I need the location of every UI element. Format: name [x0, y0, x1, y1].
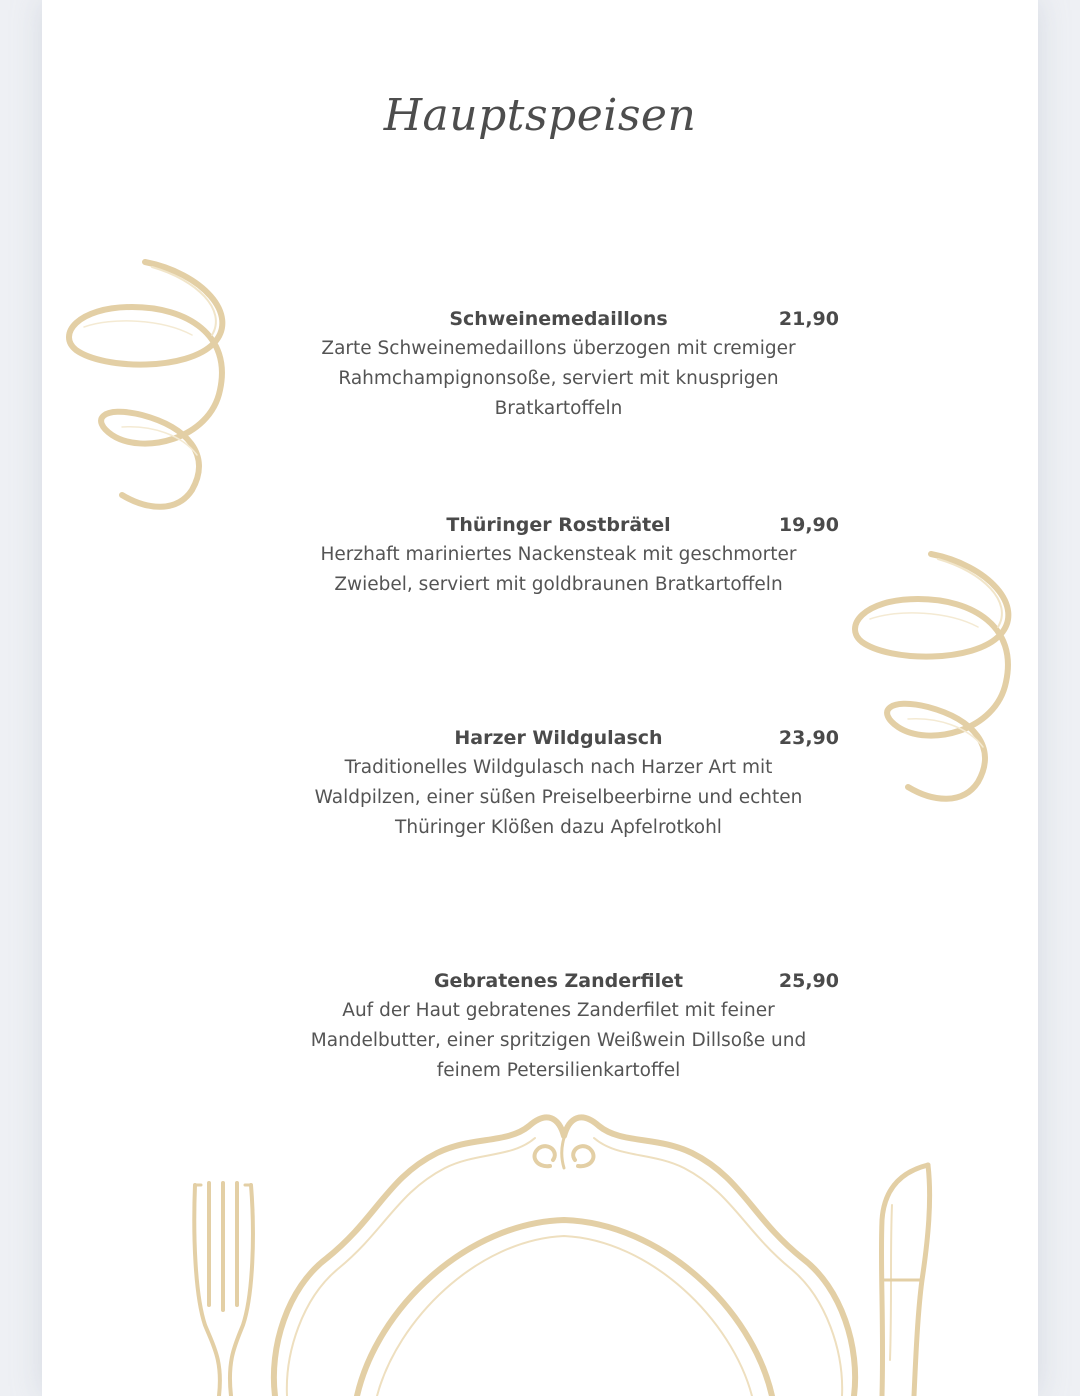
menu-item-description: Herzhaft mariniertes Nackensteak mit geschmorter Zwiebel, serviert mit goldbraunen Bratkartoffeln	[320, 544, 797, 595]
plate-icon	[267, 1108, 862, 1396]
menu-item-price: 19,90	[778, 514, 839, 536]
menu-item-price: 23,90	[778, 727, 839, 749]
curled-ribbon-left-icon	[62, 255, 232, 520]
knife-icon	[870, 1160, 940, 1396]
menu-title: Hauptspeisen	[383, 90, 697, 141]
menu-item-harzer-wildgulasch	[300, 723, 839, 843]
menu-item-name: Thüringer Rostbrätel	[446, 514, 671, 536]
menu-item-header	[300, 510, 839, 540]
menu-item-name: Harzer Wildgulasch	[454, 727, 663, 749]
menu-item-header	[300, 304, 839, 334]
menu-item-header	[300, 966, 839, 996]
menu-item-name: Gebratenes Zanderfilet	[433, 970, 684, 992]
menu-item-price: 25,90	[778, 970, 839, 992]
menu-item-description: Zarte Schweinemedaillons überzogen mit cremiger Rahmchampignonsoße, serviert mit knusprigen Bratkartoffeln	[321, 338, 796, 419]
menu-item-header	[300, 723, 839, 753]
menu-item-gebratenes-zanderfilet	[300, 966, 839, 1086]
menu-item-schweinemedaillons	[300, 304, 839, 424]
curled-ribbon-right-icon	[848, 547, 1018, 812]
menu-item-name: Schweinemedaillons	[449, 308, 668, 330]
menu-item-description: Traditionelles Wildgulasch nach Harzer Art mit Waldpilzen, einer süßen Preiselbeerbirne und echten Thüringer Klößen dazu Apfelrotkohl	[314, 757, 803, 838]
menu-page	[42, 0, 1038, 1396]
menu-item-price: 21,90	[778, 308, 839, 330]
fork-icon	[187, 1175, 262, 1396]
menu-item-thueringer-rostbraetel	[300, 510, 839, 600]
menu-item-description: Auf der Haut gebratenes Zanderfilet mit feiner Mandelbutter, einer spritzigen Weißwein Dillsoße und feinem Petersilienkartoffel	[310, 1000, 807, 1081]
